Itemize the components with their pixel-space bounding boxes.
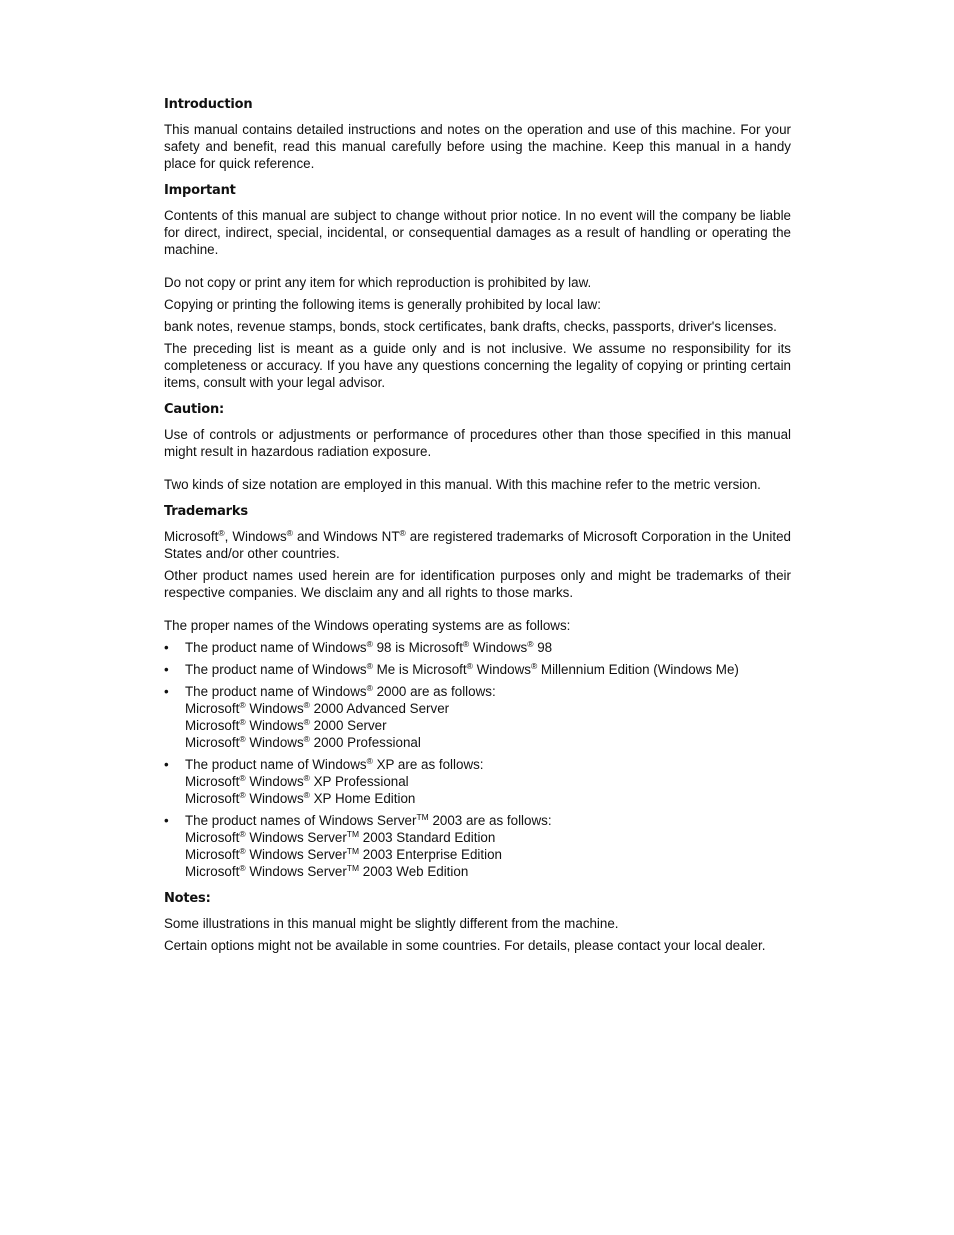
introduction-heading: Introduction (164, 97, 253, 112)
list-item: • The product name of Windows® 98 is Microsoft® Windows® 98 (164, 639, 553, 655)
important-paragraph-3: Copying or printing the following items is generally prohibited by local law: (164, 297, 601, 312)
important-paragraph-4: bank notes, revenue stamps, bonds, stock certificates, bank drafts, checks, passports, driver's licenses. (164, 319, 777, 334)
trademarks-paragraph-3: The proper names of the Windows operating systems are as follows: (164, 618, 571, 633)
bullet-icon: • (164, 757, 169, 772)
list-item: • The product name of Windows® 2000 are as follows: Microsoft® Windows® 2000 Advanced Server Microsoft® Windows® 2000 Server Microsoft® Windows® 2000 Professional (164, 683, 496, 750)
trademarks-heading: Trademarks (164, 504, 248, 519)
notes-paragraph-2: Certain options might not be available in some countries. For details, please contact your local dealer. (164, 938, 766, 953)
bullet-icon: • (164, 813, 169, 828)
document-page (164, 96, 791, 959)
list-item: • The product names of Windows Server™ 2003 are as follows: Microsoft® Windows Server™ 2003 Standard Edition Microsoft® Windows Server™ 2003 Enterprise Edition Microsoft® Windows Server™ 2003 Web Edition (164, 812, 552, 879)
os-name-list (164, 639, 791, 880)
caution-paragraph-2: Two kinds of size notation are employed in this manual. With this machine refer to the metric version. (164, 477, 761, 492)
caution-heading: Caution: (164, 402, 225, 417)
list-item: • The product name of Windows® Me is Microsoft® Windows® Millennium Edition (Windows Me) (164, 661, 739, 677)
trademarks-paragraph-2: Other product names used herein are for identification purposes only and might be trademarks of their respective companies. We disclaim any and all rights to those marks. (164, 568, 791, 600)
caution-paragraph-1: Use of controls or adjustments or performance of procedures other than those specified in this manual might result in hazardous radiation exposure. (164, 427, 791, 459)
notes-heading: Notes: (164, 891, 211, 906)
important-paragraph-2: Do not copy or print any item for which reproduction is prohibited by law. (164, 275, 592, 290)
important-paragraph-5: The preceding list is meant as a guide only and is not inclusive. We assume no responsibility for its completeness or accuracy. If you have any questions concerning the legality of copying or printing certain items, consult with your legal advisor. (164, 341, 791, 390)
notes-paragraph-1: Some illustrations in this manual might be slightly different from the machine. (164, 916, 619, 931)
bullet-icon: • (164, 662, 169, 677)
bullet-icon: • (164, 640, 169, 655)
list-item: • The product name of Windows® XP are as follows: Microsoft® Windows® XP Professional Microsoft® Windows® XP Home Edition (164, 756, 484, 806)
important-paragraph-1: Contents of this manual are subject to change without prior notice. In no event will the company be liable for direct, indirect, special, incidental, or consequential damages as a result of handling or operating the machine. (164, 208, 791, 257)
bullet-icon: • (164, 684, 169, 699)
important-heading: Important (164, 183, 236, 198)
trademarks-paragraph-1: Microsoft®, Windows® and Windows NT® are registered trademarks of Microsoft Corporation in the United States and/or other countries. (164, 528, 791, 561)
introduction-text: This manual contains detailed instructions and notes on the operation and use of this machine. For your safety and benefit, read this manual carefully before using the machine. Keep this manual in a handy place for quick reference. (164, 122, 791, 171)
